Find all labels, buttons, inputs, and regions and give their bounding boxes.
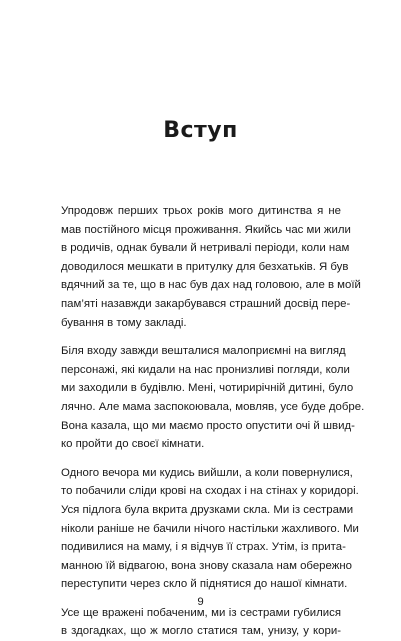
text-line: Уся підлога була вкрита друзками скла. Ми із сестрами bbox=[61, 503, 354, 516]
text-line: Одного вечора ми кудись вийшли, а коли повернулися, bbox=[61, 466, 353, 479]
text-line: переступити через скло й піднятися до нашої кімнати. bbox=[61, 578, 348, 591]
paragraph-spacer bbox=[61, 332, 341, 342]
paragraph bbox=[61, 464, 359, 594]
text-line: пам’яті назавжди закарбувався страшний досвід пере- bbox=[61, 297, 351, 310]
text-line: лячно. Але мама заспокоювала, мовляв, усе буде добре. bbox=[61, 400, 365, 413]
chapter-title: Вступ bbox=[163, 118, 238, 143]
page-number: 9 bbox=[197, 596, 204, 608]
text-line: в здогадках, що ж могло статися там, унизу, у кори- bbox=[61, 625, 341, 638]
paragraph bbox=[61, 342, 365, 454]
text-line: ми заходили в будівлю. Мені, чотирирічній дитині, було bbox=[61, 382, 354, 395]
paragraph-spacer bbox=[61, 454, 341, 464]
text-line: Вона казала, що ми маємо просто опустити очі й швид- bbox=[61, 419, 355, 432]
text-line: персонажі, які кидали на нас пронизливі погляди, коли bbox=[61, 363, 350, 376]
text-line: бування в тому закладі. bbox=[61, 316, 187, 329]
text-line: то побачили сліди крові на сходах і на стінах у коридорі. bbox=[61, 485, 359, 498]
text-line: Усе ще вражені побаченим, ми із сестрами губилися bbox=[61, 606, 341, 619]
text-line: вдячний за те, що в нас був дах над головою, але в моїй bbox=[61, 279, 361, 292]
text-line: ніколи раніше не бачили нічого настільки жахливого. Ми bbox=[61, 522, 359, 535]
text-line: подивилися на маму, і я відчув її страх. Утім, із прита- bbox=[61, 541, 346, 554]
text-line: ко пройти до своєї кімнати. bbox=[61, 438, 205, 451]
paragraph bbox=[61, 202, 361, 332]
text-line: в родичів, однак бували й нетривалі періоди, коли нам bbox=[61, 242, 350, 255]
text-line: манною їй відвагою, вона знову сказала нам обережно bbox=[61, 559, 352, 572]
chapter-body bbox=[61, 202, 365, 641]
text-line: Упродовж перших трьох років мого дитинства я не bbox=[61, 205, 341, 217]
text-line: доводилося мешкати в притулку для безхатьків. Я був bbox=[61, 260, 349, 273]
text-line: Біля входу завжди вешталися малоприємні на вигляд bbox=[61, 345, 346, 358]
paragraph bbox=[61, 604, 341, 641]
text-line: мав постійного місця проживання. Якийсь час ми жили bbox=[61, 223, 351, 236]
